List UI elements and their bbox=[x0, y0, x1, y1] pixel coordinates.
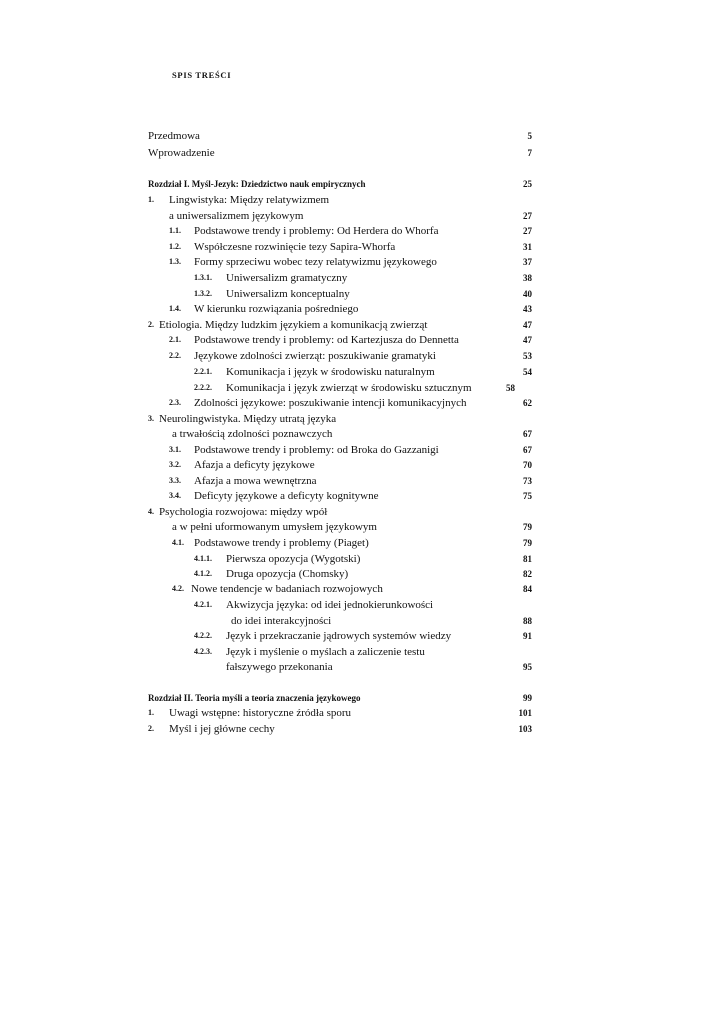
toc-entry-title: Język i myślenie o myślach a zaliczenie testu bbox=[226, 646, 425, 658]
toc-heading: SPIS TREŚCI bbox=[172, 70, 232, 80]
toc-chapter-entry bbox=[0, 176, 725, 192]
toc-entry-number: 4.1. bbox=[172, 538, 184, 547]
toc-entry bbox=[0, 535, 725, 551]
toc-entry bbox=[0, 426, 725, 442]
toc-entry-page: 75 bbox=[523, 491, 532, 501]
toc-entry bbox=[0, 644, 725, 660]
toc-entry bbox=[0, 364, 725, 380]
toc-entry bbox=[0, 411, 725, 427]
toc-entry-number: 2.3. bbox=[169, 398, 181, 407]
toc-entry-title: Przedmowa bbox=[148, 130, 200, 142]
toc-entry-page: 79 bbox=[523, 538, 532, 548]
toc-entry bbox=[0, 128, 725, 144]
toc-entry-number: 2. bbox=[148, 320, 154, 329]
toc-entry-title: Etiologia. Między ludzkim językiem a komunikacją zwierząt bbox=[159, 319, 428, 331]
toc-entry-title: Wprowadzenie bbox=[148, 147, 215, 159]
toc-entry-page: 58 bbox=[506, 383, 515, 393]
toc-entry-number: 1.1. bbox=[169, 226, 181, 235]
toc-entry-title: Akwizycja języka: od idei jednokierunkowości bbox=[226, 599, 434, 611]
toc-entry-title: do idei interakcyjności bbox=[231, 615, 332, 627]
toc-entry-page: 101 bbox=[518, 708, 532, 718]
toc-entry-title: Rozdział I. Myśl-Jezyk: Dziedzictwo nauk empirycznych bbox=[148, 179, 366, 189]
toc-entry-page: 38 bbox=[523, 273, 532, 283]
toc-entry-title: Nowe tendencje w badaniach rozwojowych bbox=[191, 583, 383, 595]
toc-entry-title: a trwałością zdolności poznawczych bbox=[172, 428, 333, 440]
toc-entry bbox=[0, 473, 725, 489]
toc-entry bbox=[0, 380, 725, 396]
toc-entry-number: 1.3.2. bbox=[194, 289, 212, 298]
toc-entry-title: Podstawowe trendy i problemy: od Broka do Gazzanigi bbox=[194, 444, 439, 456]
toc-entry-page: 53 bbox=[523, 351, 532, 361]
toc-entry bbox=[0, 504, 725, 520]
toc-entry-number: 2.1. bbox=[169, 335, 181, 344]
toc-entry-number: 4.2. bbox=[172, 584, 184, 593]
toc-entry-page: 84 bbox=[523, 584, 532, 594]
toc-entry-title: Lingwistyka: Między relatywizmem bbox=[169, 194, 330, 206]
toc-entry bbox=[0, 270, 725, 286]
toc-entry-title: W kierunku rozwiązania pośredniego bbox=[194, 303, 359, 315]
toc-entry-number: 1.4. bbox=[169, 304, 181, 313]
toc-entry-title: Myśl i jej główne cechy bbox=[169, 723, 275, 735]
toc-entry-title: Pierwsza opozycja (Wygotski) bbox=[226, 553, 361, 565]
toc-entry-page: 103 bbox=[518, 724, 532, 734]
toc-entry-number: 2.2.1. bbox=[194, 367, 212, 376]
toc-entry-title: Językowe zdolności zwierząt: poszukiwanie gramatyki bbox=[194, 350, 436, 362]
toc-entry-title: Podstawowe trendy i problemy: Od Herdera do Whorfa bbox=[194, 225, 439, 237]
toc-entry bbox=[0, 581, 725, 597]
toc-entry-page: 81 bbox=[523, 554, 532, 564]
toc-entry bbox=[0, 317, 725, 333]
toc-chapter-entry bbox=[0, 690, 725, 706]
toc-entry bbox=[0, 395, 725, 411]
toc-entry-title: Druga opozycja (Chomsky) bbox=[226, 568, 349, 580]
toc-entry-title: Afazja a mowa wewnętrzna bbox=[194, 475, 317, 487]
toc-entry-number: 3.2. bbox=[169, 460, 181, 469]
toc-entry-title: Język i przekraczanie jądrowych systemów wiedzy bbox=[226, 630, 452, 642]
toc-entry-page: 73 bbox=[523, 476, 532, 486]
toc-entry-number: 2. bbox=[148, 724, 154, 733]
toc-entry bbox=[0, 223, 725, 239]
toc-entry-number: 2.2. bbox=[169, 351, 181, 360]
toc-entry-page: 67 bbox=[523, 445, 532, 455]
toc-entry-number: 3. bbox=[148, 414, 154, 423]
toc-entry-title: Podstawowe trendy i problemy: od Kartezjusza do Dennetta bbox=[194, 334, 459, 346]
toc-entry bbox=[0, 239, 725, 255]
toc-entry-number: 1.3.1. bbox=[194, 273, 212, 282]
toc-entry-number: 1. bbox=[148, 708, 154, 717]
toc-entry-title: Podstawowe trendy i problemy (Piaget) bbox=[194, 537, 369, 549]
toc-entry-title: Komunikacja i język zwierząt w środowisku sztucznym bbox=[226, 382, 472, 394]
toc-entry-number: 1.3. bbox=[169, 257, 181, 266]
toc-entry-title: Formy sprzeciwu wobec tezy relatywizmu językowego bbox=[194, 256, 437, 268]
toc-entry-page: 88 bbox=[523, 616, 532, 626]
toc-entry bbox=[0, 442, 725, 458]
toc-entry-number: 4.2.1. bbox=[194, 600, 212, 609]
toc-entry bbox=[0, 332, 725, 348]
toc-entry-page: 95 bbox=[523, 662, 532, 672]
toc-entry-title: a w pełni uformowanym umysłem językowym bbox=[172, 521, 377, 533]
toc-entry-page: 37 bbox=[523, 257, 532, 267]
toc-entry bbox=[0, 457, 725, 473]
toc-entry bbox=[0, 597, 725, 613]
toc-entry-page: 99 bbox=[523, 693, 532, 703]
toc-entry-page: 82 bbox=[523, 569, 532, 579]
toc-entry bbox=[0, 286, 725, 302]
toc-entry-title: Neurolingwistyka. Między utratą języka bbox=[159, 413, 337, 425]
toc-entry-title: Współczesne rozwinięcie tezy Sapira-Whorfa bbox=[194, 241, 396, 253]
toc-entry-page: 47 bbox=[523, 320, 532, 330]
toc-entry-title: Rozdział II. Teoria myśli a teoria znaczenia językowego bbox=[148, 693, 361, 703]
toc-entry-page: 40 bbox=[523, 289, 532, 299]
toc-entry-page: 27 bbox=[523, 211, 532, 221]
toc-entry bbox=[0, 348, 725, 364]
toc-entry bbox=[0, 628, 725, 644]
toc-entry bbox=[0, 551, 725, 567]
toc-entry-page: 43 bbox=[523, 304, 532, 314]
toc-entry-number: 4.1.1. bbox=[194, 554, 212, 563]
toc-entry-number: 1.2. bbox=[169, 242, 181, 251]
toc-entry-page: 54 bbox=[523, 367, 532, 377]
toc-entry-title: Psychologia rozwojowa: między wpół bbox=[159, 506, 328, 518]
toc-entry-page: 79 bbox=[523, 522, 532, 532]
toc-entry-number: 4. bbox=[148, 507, 154, 516]
toc-entry bbox=[0, 301, 725, 317]
toc-entry-title: Uniwersalizm konceptualny bbox=[226, 288, 350, 300]
toc-entry-number: 4.2.3. bbox=[194, 647, 212, 656]
toc-entry-number: 3.1. bbox=[169, 445, 181, 454]
toc-entry bbox=[0, 208, 725, 224]
toc-entry-page: 31 bbox=[523, 242, 532, 252]
toc-entry-page: 91 bbox=[523, 631, 532, 641]
toc-entry bbox=[0, 705, 725, 721]
toc-entry bbox=[0, 254, 725, 270]
toc-entry-page: 47 bbox=[523, 335, 532, 345]
toc-entry-title: Uniwersalizm gramatyczny bbox=[226, 272, 348, 284]
toc-entry bbox=[0, 145, 725, 161]
toc-entry-page: 70 bbox=[523, 460, 532, 470]
toc-entry bbox=[0, 488, 725, 504]
toc-entry-page: 5 bbox=[527, 131, 532, 141]
toc-entry-page: 7 bbox=[527, 148, 532, 158]
toc-entry-title: fałszywego przekonania bbox=[226, 661, 333, 673]
toc-entry bbox=[0, 659, 725, 675]
toc-entry-number: 2.2.2. bbox=[194, 383, 212, 392]
toc-entry-number: 4.1.2. bbox=[194, 569, 212, 578]
toc-entry-page: 27 bbox=[523, 226, 532, 236]
toc-entry-title: Uwagi wstępne: historyczne źródła sporu bbox=[169, 707, 352, 719]
toc-entry-title: Afazja a deficyty językowe bbox=[194, 459, 315, 471]
toc-entry-page: 25 bbox=[523, 179, 532, 189]
toc-entry bbox=[0, 721, 725, 737]
toc-entry-page: 62 bbox=[523, 398, 532, 408]
toc-entry-title: Zdolności językowe: poszukiwanie intencji komunikacyjnych bbox=[194, 397, 467, 409]
toc-entry bbox=[0, 192, 725, 208]
toc-entry-number: 1. bbox=[148, 195, 154, 204]
toc-entry-title: Deficyty językowe a deficyty kognitywne bbox=[194, 490, 379, 502]
toc-entry-number: 3.4. bbox=[169, 491, 181, 500]
toc-entry-title: a uniwersalizmem językowym bbox=[169, 210, 304, 222]
toc-entry bbox=[0, 613, 725, 629]
toc-entry-page: 67 bbox=[523, 429, 532, 439]
toc-entry bbox=[0, 519, 725, 535]
toc-entry-title: Komunikacja i język w środowisku naturalnym bbox=[226, 366, 435, 378]
toc-entry-number: 3.3. bbox=[169, 476, 181, 485]
toc-entry bbox=[0, 566, 725, 582]
toc-entry-number: 4.2.2. bbox=[194, 631, 212, 640]
